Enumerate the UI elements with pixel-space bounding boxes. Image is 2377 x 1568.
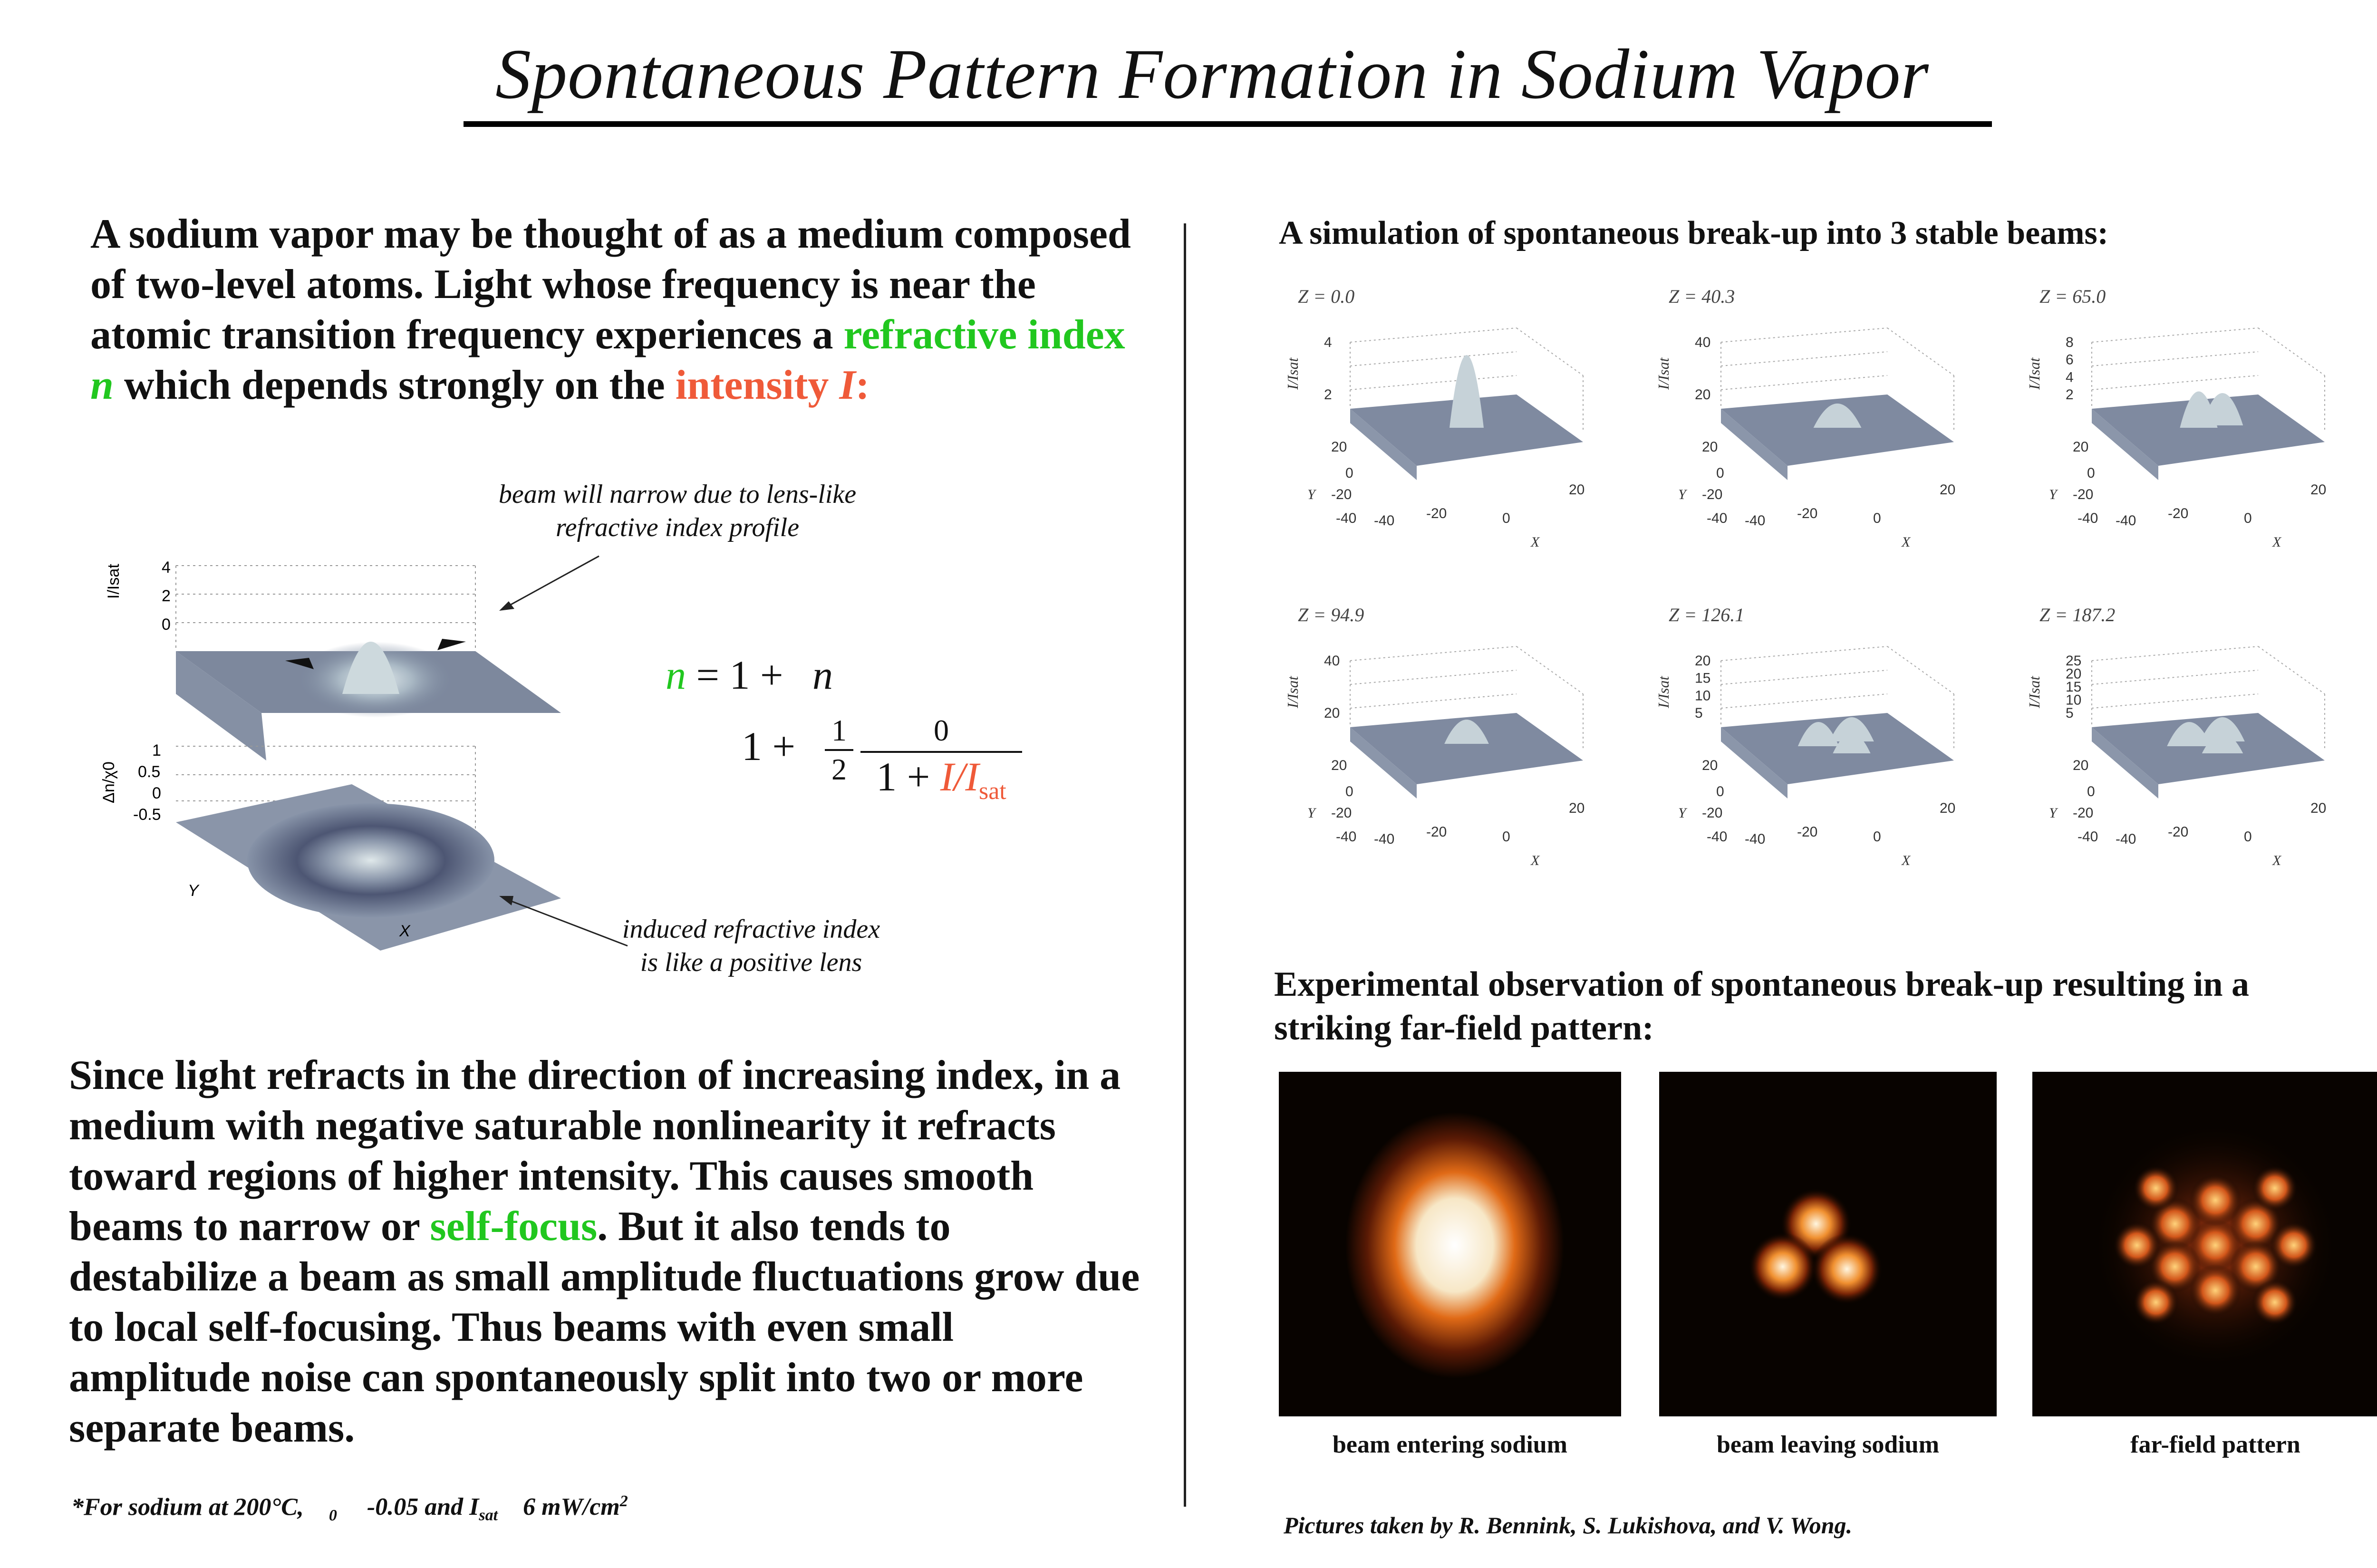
equation-small-fraction: 1 2 (825, 713, 853, 787)
upper-grid (176, 566, 475, 651)
upper-tick-1: 2 (162, 587, 171, 605)
sim-axis-tick: -20 (1426, 824, 1447, 840)
sim-ztick: 20 (1695, 387, 1711, 403)
sim-axis-label: X (2272, 534, 2281, 550)
lower-tick-0: 1 (152, 741, 161, 760)
sim-axis-tick: -40 (2077, 829, 2098, 845)
sim-ztick: 6 (2066, 352, 2074, 368)
photo-credit: Pictures taken by R. Bennink, S. Lukishova, and V. Wong. (1284, 1512, 1853, 1539)
sim-surface-plot (1650, 309, 1982, 575)
sim-axis-tick: 0 (1716, 784, 1724, 799)
caption-entering: beam entering sodium (1333, 1431, 1567, 1458)
sim-axis-tick: 20 (1331, 439, 1347, 455)
sim-axis-tick: 20 (1940, 800, 1956, 816)
sim-ztick: 15 (1695, 670, 1711, 686)
sim-axis-label: Y (1307, 805, 1315, 821)
sim-ztick: 4 (1324, 335, 1332, 350)
footnote: *For sodium at 200°C, $_0$ -0.05 and $I_{sat}$ 6 $mW/cm^2$ (71, 1492, 628, 1524)
sim-ztick: 20 (2066, 666, 2082, 682)
upper-ylabel: I/Isat (105, 564, 123, 599)
experiment-heading: Experimental observation of spontaneous break-up resulting in a striking far-field pattern: (1274, 965, 2250, 1048)
photo-beam-leaving (1659, 1072, 1997, 1416)
sim-ztick: 40 (1695, 335, 1711, 350)
sim-panel (1650, 285, 1982, 570)
sim-axis-tick: 0 (1502, 829, 1510, 845)
lower-tick-1: 0.5 (138, 763, 161, 781)
sim-axis-label: Y (1678, 487, 1686, 502)
sim-axis-tick: -40 (1707, 510, 1728, 526)
sim-surface-plot (1650, 627, 1982, 894)
intensity-term: intensity I: (675, 362, 870, 408)
sim-axis-tick: -20 (2073, 805, 2094, 821)
sim-axis-tick: -40 (1745, 513, 1766, 529)
sim-axis-label: Y (1307, 487, 1315, 502)
sim-axis-tick: -40 (1374, 513, 1395, 529)
sim-axis-tick: -40 (1336, 510, 1357, 526)
sim-zlabel: I/Isat (1655, 676, 1672, 708)
caption-far-field: far-field pattern (2130, 1431, 2300, 1458)
sim-axis-label: Y (2049, 805, 2057, 821)
caption-leaving: beam leaving sodium (1716, 1431, 1940, 1458)
arrow-bottom-line (504, 898, 628, 946)
simulation-panels (1279, 285, 2325, 913)
sim-axis-tick: -20 (1797, 824, 1818, 840)
sim-axis-tick: 0 (1345, 784, 1353, 799)
lower-lens-surface (247, 803, 494, 917)
sim-axis-label: X (1902, 853, 1911, 868)
sim-axis-tick: -40 (1374, 831, 1395, 847)
sim-axis-tick: -20 (2073, 487, 2094, 502)
sim-ztick: 2 (2066, 387, 2074, 403)
sim-axis-tick: 0 (2244, 829, 2252, 845)
sim-ztick: 15 (2066, 679, 2082, 695)
lower-tick-3: -0.5 (133, 806, 161, 824)
sim-axis-tick: 0 (1345, 465, 1353, 481)
sim-zlabel: I/Isat (2026, 357, 2043, 390)
sim-panel-label: Z = 126.1 (1669, 604, 1745, 625)
sim-axis-tick: -40 (2116, 831, 2136, 847)
sim-panel-label: Z = 0.0 (1298, 286, 1355, 307)
sim-axis-tick: 20 (2310, 482, 2327, 498)
sim-surface-plot (1279, 309, 1612, 575)
sim-panel (2020, 285, 2353, 570)
sim-axis-tick: 0 (1502, 510, 1510, 526)
sim-axis-tick: 0 (2087, 465, 2095, 481)
sim-axis-tick: -20 (1797, 506, 1818, 521)
sim-ztick: 40 (1324, 653, 1340, 669)
equation-fraction: 0 $1 + I/I_{sat}$ (860, 713, 1022, 805)
sim-axis-label: X (1531, 853, 1540, 868)
sim-ztick: 4 (2066, 369, 2074, 385)
sim-axis-tick: -20 (2168, 506, 2189, 521)
sim-axis-tick: -40 (1336, 829, 1357, 845)
sim-panel (1279, 604, 1612, 889)
y-axis-label: Y (188, 882, 199, 900)
sim-panel (2020, 604, 2353, 889)
upper-tick-0: 4 (162, 558, 171, 577)
sim-zlabel: I/Isat (2026, 676, 2043, 708)
sim-axis-tick: -20 (1331, 487, 1352, 502)
sim-axis-tick: -40 (2077, 510, 2098, 526)
note-lens: induced refractive index is like a positive lens (622, 914, 880, 977)
arrow-right-icon (437, 639, 466, 650)
sim-axis-tick: -20 (1331, 805, 1352, 821)
lens-surface-figure (86, 537, 656, 965)
sim-ztick: 20 (1695, 653, 1711, 669)
sim-axis-label: X (1531, 534, 1540, 550)
page-title: Spontaneous Pattern Formation in Sodium Vapor (495, 35, 1929, 114)
sim-axis-tick: -40 (2116, 513, 2136, 529)
column-divider (1184, 223, 1186, 1507)
sim-ztick: 10 (1695, 688, 1711, 704)
sim-zlabel: I/Isat (1284, 357, 1301, 390)
title-underline (464, 121, 1992, 127)
sim-surface-plot (2020, 627, 2353, 894)
arrow-top-head-icon (499, 601, 514, 611)
sim-peak (1449, 355, 1484, 428)
sim-axis-tick: -40 (1707, 829, 1728, 845)
sim-surface-plot (2020, 309, 2353, 575)
sim-axis-label: X (2272, 853, 2281, 868)
sim-axis-tick: -20 (1702, 487, 1723, 502)
sim-axis-label: Y (1678, 805, 1686, 821)
refractive-index-term: refractive index n (90, 312, 1125, 408)
sim-ztick: 5 (2066, 705, 2074, 721)
sim-axis-tick: -20 (1426, 506, 1447, 521)
sim-axis-tick: 20 (2073, 758, 2089, 773)
sim-axis-tick: 20 (1569, 482, 1585, 498)
equation-line-2: 1 + (742, 723, 796, 769)
body-paragraph: Since light refracts in the direction of increasing index, in a medium with negative saturable nonlinearity it refracts toward regions of higher intensity. This causes smooth beams to narrow or self-focus. But it also tends to destabilize a beam as small amplitude fluctuations grow due to local self-focusing. Thus beams with even small amplitude noise can spontaneously split into two or more separate beams. (69, 1052, 1140, 1451)
sim-ztick: 20 (1324, 705, 1340, 721)
sim-axis-label: Y (2049, 487, 2057, 502)
x-axis-label: X (399, 922, 410, 940)
sim-axis-tick: -20 (2168, 824, 2189, 840)
sim-axis-tick: 20 (1331, 758, 1347, 773)
sim-axis-tick: 20 (2073, 439, 2089, 455)
sim-ztick: 5 (1695, 705, 1703, 721)
sim-axis-tick: -40 (1745, 831, 1766, 847)
intro-paragraph: A sodium vapor may be thought of as a medium composed of two-level atoms. Light whose frequency is near the atomic transition frequency experiences a refractive index n which depends strongly on the intensity I: (90, 211, 1131, 408)
sim-ztick: 25 (2066, 653, 2082, 669)
sim-axis-tick: 0 (1716, 465, 1724, 481)
sim-panel-label: Z = 65.0 (2039, 286, 2106, 307)
sim-panel (1279, 285, 1612, 570)
sim-panel-label: Z = 187.2 (2039, 604, 2116, 625)
lower-tick-2: 0 (152, 784, 161, 802)
sim-axis-tick: 20 (1940, 482, 1956, 498)
sim-surface-plot (1279, 627, 1612, 894)
sim-axis-tick: 0 (1873, 510, 1881, 526)
sim-axis-tick: 0 (2244, 510, 2252, 526)
sim-ztick: 2 (1324, 387, 1332, 403)
sim-axis-tick: -20 (1702, 805, 1723, 821)
sim-axis-label: X (1902, 534, 1911, 550)
lower-ylabel: Δn/χ0 (100, 761, 118, 803)
sim-axis-tick: 0 (1873, 829, 1881, 845)
equation-line-1: n = 1 + n (666, 652, 833, 698)
photo-far-field (2032, 1072, 2377, 1416)
sim-axis-tick: 20 (1569, 800, 1585, 816)
sim-axis-tick: 20 (1702, 758, 1718, 773)
sim-ztick: 10 (2066, 692, 2082, 708)
sim-axis-tick: 0 (2087, 784, 2095, 799)
sim-ztick: 8 (2066, 335, 2074, 350)
upper-tick-2: 0 (162, 616, 171, 634)
sim-axis-tick: 20 (1702, 439, 1718, 455)
arrow-top-line (504, 556, 599, 608)
sim-zlabel: I/Isat (1655, 357, 1672, 390)
simulation-heading: A simulation of spontaneous break-up into 3 stable beams: (1279, 215, 2109, 251)
sim-panel (1650, 604, 1982, 889)
sim-zlabel: I/Isat (1284, 676, 1301, 708)
self-focus-term: self-focus (430, 1203, 598, 1250)
photo-beam-entering (1279, 1072, 1621, 1416)
sim-panel-label: Z = 40.3 (1669, 286, 1735, 307)
note-narrowing: beam will narrow due to lens-like refractive index profile (498, 480, 857, 542)
sim-panel-label: Z = 94.9 (1298, 604, 1364, 625)
sim-axis-tick: 20 (2310, 800, 2327, 816)
